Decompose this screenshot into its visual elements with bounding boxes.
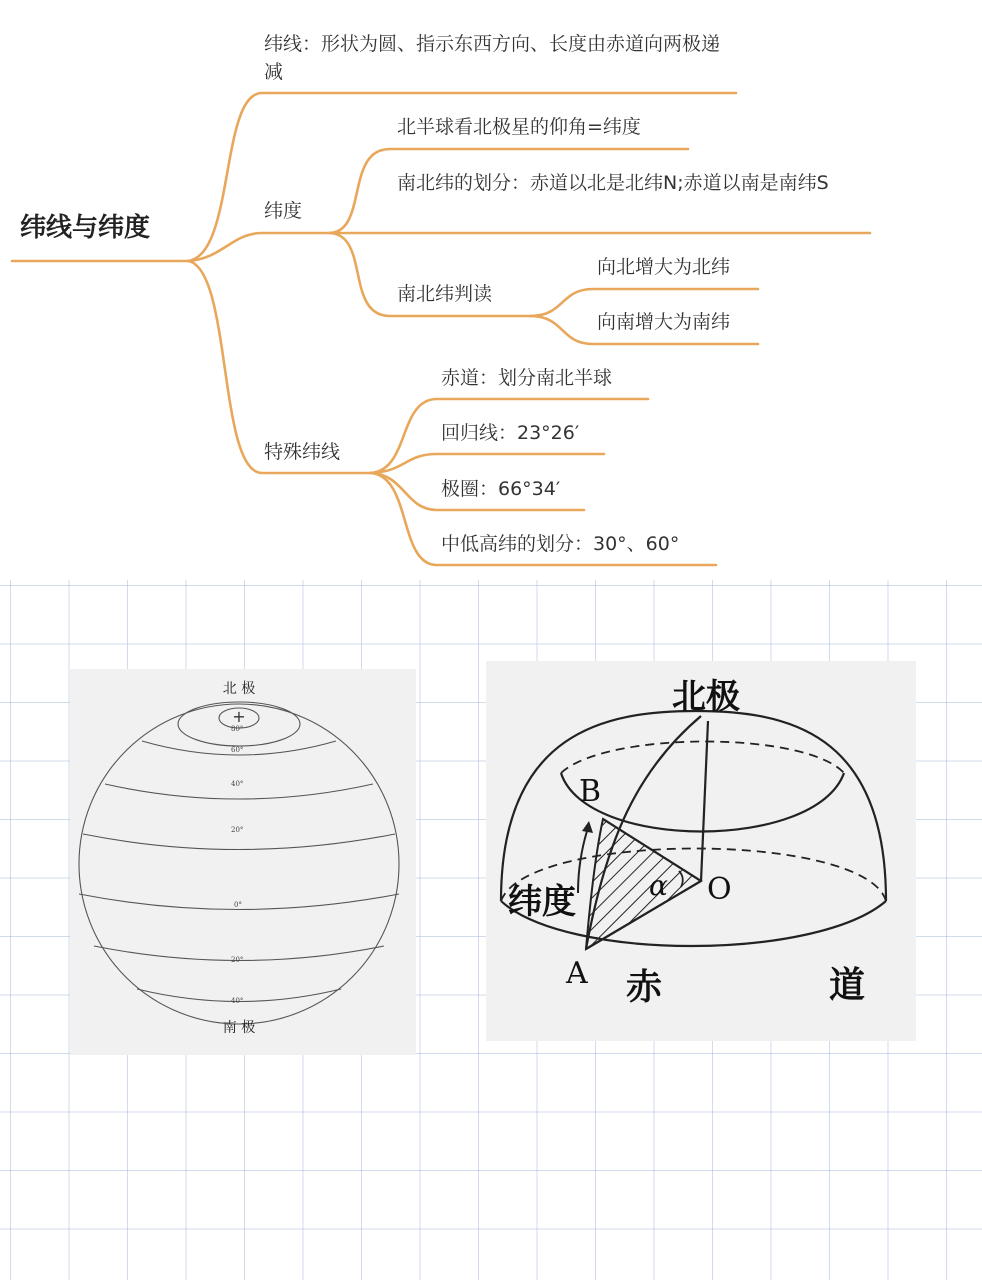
hemisphere-diagram — [486, 661, 916, 1041]
connector-branch2 — [188, 233, 330, 261]
weidu-ns-reading: 南北纬判读 — [397, 283, 493, 305]
lat-label-40: 40° — [231, 780, 244, 788]
reading-south: 向南增大为南纬 — [597, 311, 731, 333]
latitude-angle-region — [586, 819, 701, 949]
equator-char-1: 赤 — [626, 966, 663, 1008]
latitude-label: 纬度 — [508, 882, 576, 922]
alpha-label: α — [649, 869, 668, 902]
hemisphere-panel — [486, 661, 916, 1041]
special-polar-circle: 极圈：66°34′ — [441, 478, 561, 500]
globe-panel — [70, 669, 416, 1055]
lat-label-s20: 20° — [231, 956, 244, 964]
special-equator: 赤道：划分南北半球 — [441, 367, 613, 389]
globe-south-pole: 南 极 — [222, 1020, 256, 1036]
weidu-polaris-angle: 北半球看北极星的仰角=纬度 — [397, 116, 641, 138]
point-a-label: A — [566, 956, 588, 991]
branch-special-parallels: 特殊纬线 — [264, 441, 341, 463]
connector-b3-c2 — [370, 454, 604, 473]
lat-label-80: 80° — [231, 725, 244, 733]
point-b-label: B — [579, 774, 602, 809]
lat-label-20: 20° — [231, 826, 244, 834]
lat-label-s40: 40° — [231, 997, 244, 1005]
special-tropic: 回归线：23°26′ — [441, 422, 580, 444]
hemisphere-north-pole: 北极 — [672, 677, 740, 717]
branch-weidu: 纬度 — [264, 200, 303, 222]
parallel-20 — [83, 834, 395, 850]
axis-line — [701, 721, 708, 881]
branch-weixian: 纬线：形状为圆、指示东西方向、长度由赤道向两极递减 — [264, 33, 721, 83]
latitude-arrow — [578, 831, 587, 893]
equator-char-2: 道 — [829, 964, 866, 1006]
mindmap-root: 纬线与纬度 — [20, 213, 151, 243]
lat-label-60: 60° — [231, 746, 244, 754]
special-low-mid-high: 中低高纬的划分：30°、60° — [441, 533, 680, 555]
reading-north: 向北增大为北纬 — [597, 256, 731, 278]
globe-diagram — [70, 669, 416, 1055]
dome-outline — [501, 711, 886, 901]
globe-pole-mark: + — [232, 707, 246, 726]
lat-label-0: 0° — [234, 901, 242, 909]
weidu-ns-division: 南北纬的划分：赤道以北是北纬N;赤道以南是南纬S — [397, 172, 829, 194]
latitude-circle-back — [561, 742, 844, 774]
latitude-arrowhead — [582, 821, 593, 833]
globe-north-pole: 北 极 — [222, 681, 256, 697]
point-o-label: O — [707, 872, 732, 907]
